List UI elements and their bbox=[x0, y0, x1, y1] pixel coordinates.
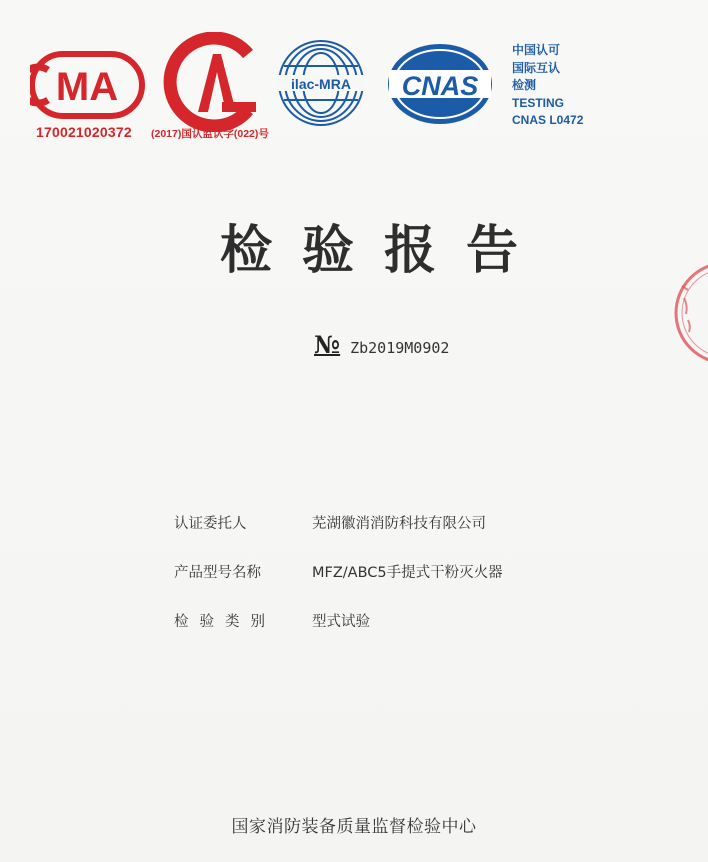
accreditation-logos bbox=[30, 30, 680, 140]
cma-code: 170021020372 bbox=[36, 124, 132, 140]
product-label: 产品型号名称 bbox=[174, 565, 261, 581]
report-title: 检验报告 bbox=[219, 220, 548, 281]
cnas-line: 国际互认 bbox=[512, 60, 561, 75]
official-seal bbox=[664, 258, 708, 368]
report-number bbox=[314, 330, 449, 359]
cal-certificate-number: (2017)国认监认字(022)号 bbox=[151, 128, 269, 140]
product-value: MFZ/ABC5手提式干粉灭火器 bbox=[312, 565, 503, 581]
ilac-logo-text: ilac-MRA bbox=[291, 76, 351, 92]
cnas-logo bbox=[385, 42, 495, 126]
inspection-type-label: 检验类别 bbox=[174, 614, 276, 630]
client-label: 认证委托人 bbox=[174, 516, 247, 532]
cnas-line: 检测 bbox=[512, 78, 537, 92]
number-symbol: № bbox=[314, 330, 341, 359]
report-number-value: Zb2019M0902 bbox=[350, 339, 450, 357]
cnas-line: 中国认可 bbox=[512, 43, 561, 57]
ilac-mra-logo bbox=[276, 38, 366, 128]
inspection-type-value: 型式试验 bbox=[312, 614, 370, 630]
svg-text:MA: MA bbox=[55, 65, 119, 109]
cnas-line: CNAS L0472 bbox=[512, 113, 584, 127]
cal-logo bbox=[158, 32, 268, 132]
client-value: 芜湖徽消消防科技有限公司 bbox=[312, 516, 486, 532]
cnas-line: TESTING bbox=[512, 95, 565, 110]
cma-logo bbox=[30, 50, 145, 120]
cnas-accreditation-text bbox=[512, 42, 583, 130]
cnas-logo-text: CNAS bbox=[401, 71, 479, 101]
issuing-organization: 国家消防装备质量监督检验中心 bbox=[231, 817, 477, 837]
